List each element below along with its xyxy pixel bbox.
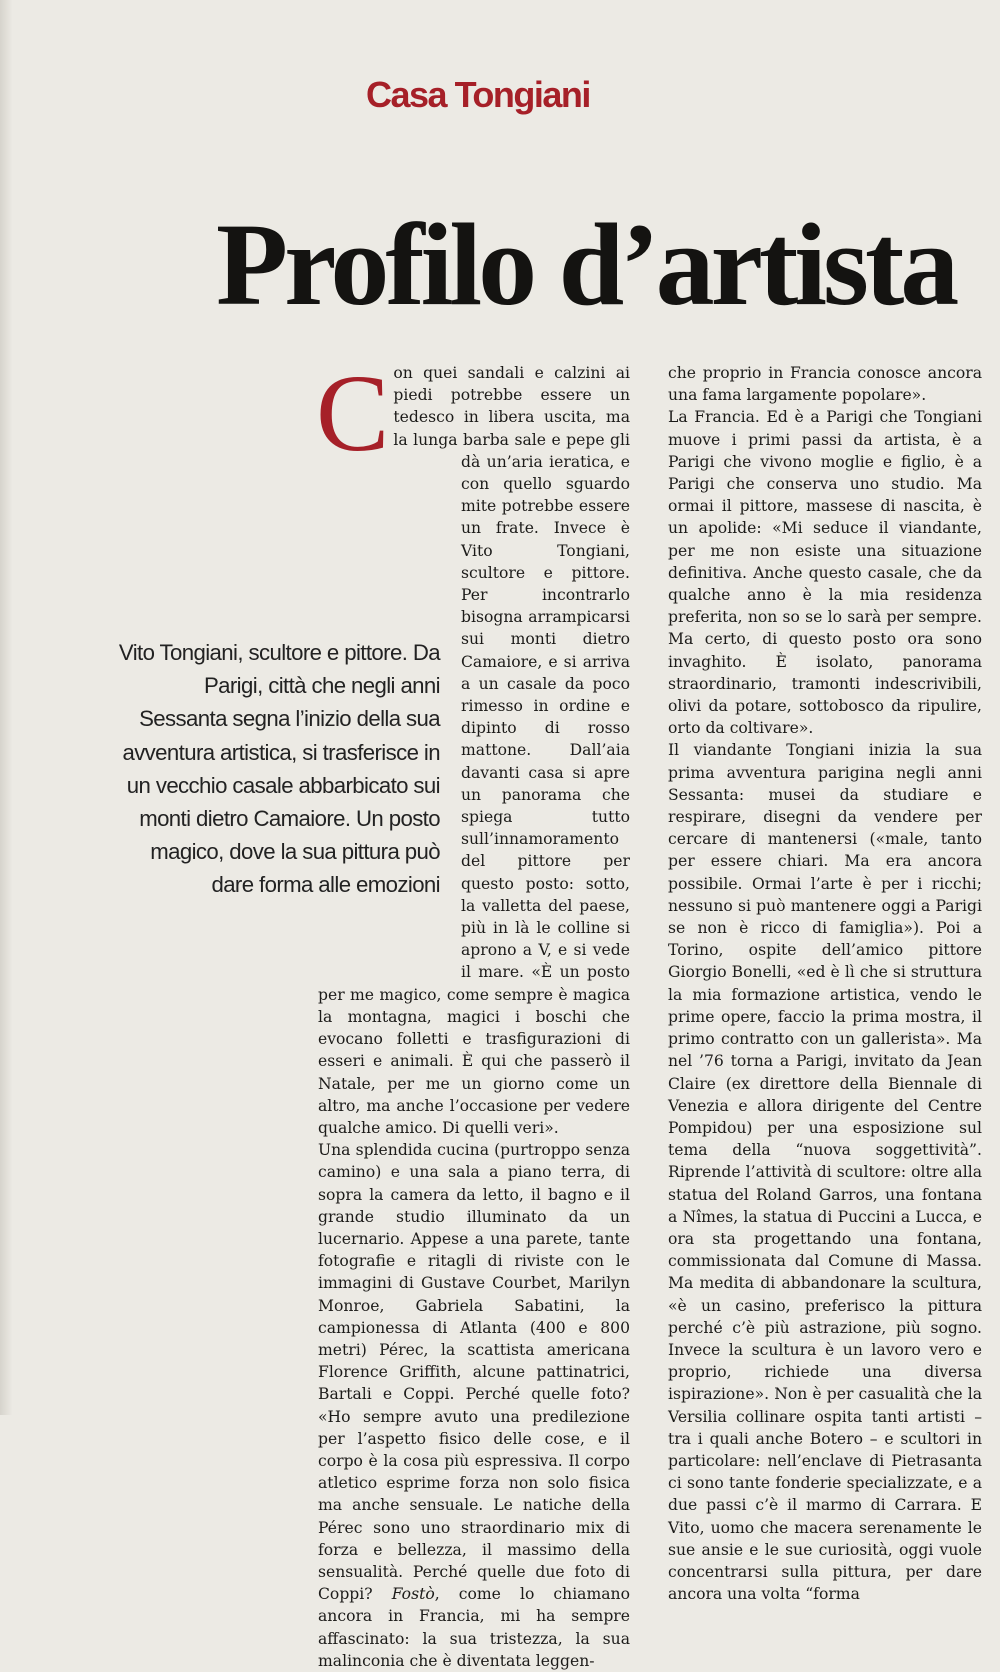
article-text: on quei sandali e calzini ai piedi potrebbe essere un tedesco in libera uscita, ma la lunga barba sale e pepe gli dà un’aria ieratica, e con quello sguardo mite potrebbe essere un frate. Invece è Vito Tongiani, scultore e pittore. Per incontrarlo bisogna arrampicarsi sui monti dietro Camaiore, e si arriva a un casale da poco rimesso in ordine e dipinto di rosso mattone. Dall’aia davanti casa si apre un panorama che spiega tutto sull’innamoramento del pittore per questo posto: sotto, la valletta del paese, più in là le colline si aprono a V, e si vede il mare. «È un posto per me magico, come sempre è magica la montagna, magici i boschi che evocano folletti e trasfigurazioni di esseri e animali. È qui che passerò il Natale, per me un giorno come un altro, ma anche l’occasione per vedere qualche amico. Di quelli veri». — [318, 364, 630, 1137]
section-kicker: Casa Tongiani — [366, 74, 590, 115]
article-paragraph: che proprio in Francia conosce ancora una fama largamente popolare». — [668, 364, 982, 405]
article-text: , come lo chiamano ancora in Francia, mi ha sempre affascinato: la sua tristezza, la sua malinconia che è diventata leggen- — [318, 1585, 630, 1670]
pull-quote: Vito Tongiani, scultore e pittore. Da Parigi, città che negli anni Sessanta segna l’inizio della sua avventura artistica, si trasferisce in un vecchio casale abbarbicato sui monti dietro Camaiore. Un posto magico, dove la sua pittura può dare forma alle emozioni — [118, 640, 440, 898]
page-gutter-edge — [0, 0, 12, 1415]
article-paragraph: Il viandante Tongiani inizia la sua prima avventura parigina negli anni Sessanta: musei da studiare e respirare, disegni da vendere per cercare di mantenersi («male, tanto per essere chiari. Ma era ancora possibile. Ormai l’arte è per i ricchi; nessuno si può mantenere oggi a Parigi se non è ricco di famiglia»). Poi a Torino, ospite dell’amico pittore Giorgio Bonelli, «ed è lì che si struttura la mia formazione artistica, vendo le prime opere, faccio la prima mostra, il primo contratto con un gallerista». Ma nel ’76 torna a Parigi, invitato da Jean Claire (ex direttore della Biennale di Venezia e allora dirigente del Centre Pompidou) per una esposizione sul tema della “nuova soggettività”. Riprende l’attività di scultore: oltre alla statua del Roland Garros, una fontana a Nîmes, la statua di Puccini a Lucca, e ora sta progettando una fontana, commissionata dal Comune di Massa. Ma medita di abbandonare la scultura, «è un casino, preferisco la pittura perché c’è più astrazione, più sogno. Invece la scultura è un lavoro vero e proprio, richiede una diversa ispirazione». Non è per casualità che la Versilia collinare ospita tanti artisti – tra i quali anche Botero – e scultori in particolare: nell’enclave di Pietrasanta ci sono tante fonderie specializzate, e a due passi c’è il marmo di Carrara. E Vito, uomo che macera serenamente le sue ansie e le sue curiosità, oggi vuole concentrarsi sulla pittura, per dare ancora una volta “forma — [668, 741, 982, 1604]
article-column-2 — [668, 362, 982, 1605]
page-title: Profilo d’artista — [216, 199, 956, 330]
drop-cap: C — [316, 352, 390, 474]
article-column-1 — [316, 352, 630, 1672]
article-italic: Fostò — [391, 1585, 435, 1604]
article-paragraph: La Francia. Ed è a Parigi che Tongiani muove i primi passi da artista, è a Parigi che vivono moglie e figlio, è a Parigi che conserva uno studio. Ma ormai il pittore, massese di nascita, è un apolide: «Mi seduce il viandante, per me non esiste una situazione definitiva. Anche questo casale, che da qualche anno è la mia residenza preferita, non so se lo sarà per sempre. Ma certo, di questo posto ora sono invaghito. È isolato, panorama straordinario, tramonti indescrivibili, olivi da potare, sottobosco da ripulire, orto da coltivare». — [668, 408, 982, 738]
article-text: Una splendida cucina (purtroppo senza camino) e una sala a piano terra, di sopra la camera da letto, il bagno e il grande studio illuminato da un lucernario. Appese a una parete, tante fotografie e ritagli di riviste con le immagini di Gustave Courbet, Marilyn Monroe, Gabriela Sabatini, la campionessa di Atlanta (400 e 800 metri) Pérec, la scattista americana Florence Griffith, alcune pattinatrici, Bartali e Coppi. Perché quelle foto? «Ho sempre avuto una predilezione per l’aspetto fisico delle cose, e il corpo è la cosa più espressiva. Il corpo atletico esprime forza non solo fisica ma anche sensuale. Le natiche della Pérec sono uno straordinario mix di forza e bellezza, il massimo della sensualità. Perché quelle due foto di Coppi? — [318, 1141, 630, 1604]
article-paragraph — [318, 1139, 630, 1672]
